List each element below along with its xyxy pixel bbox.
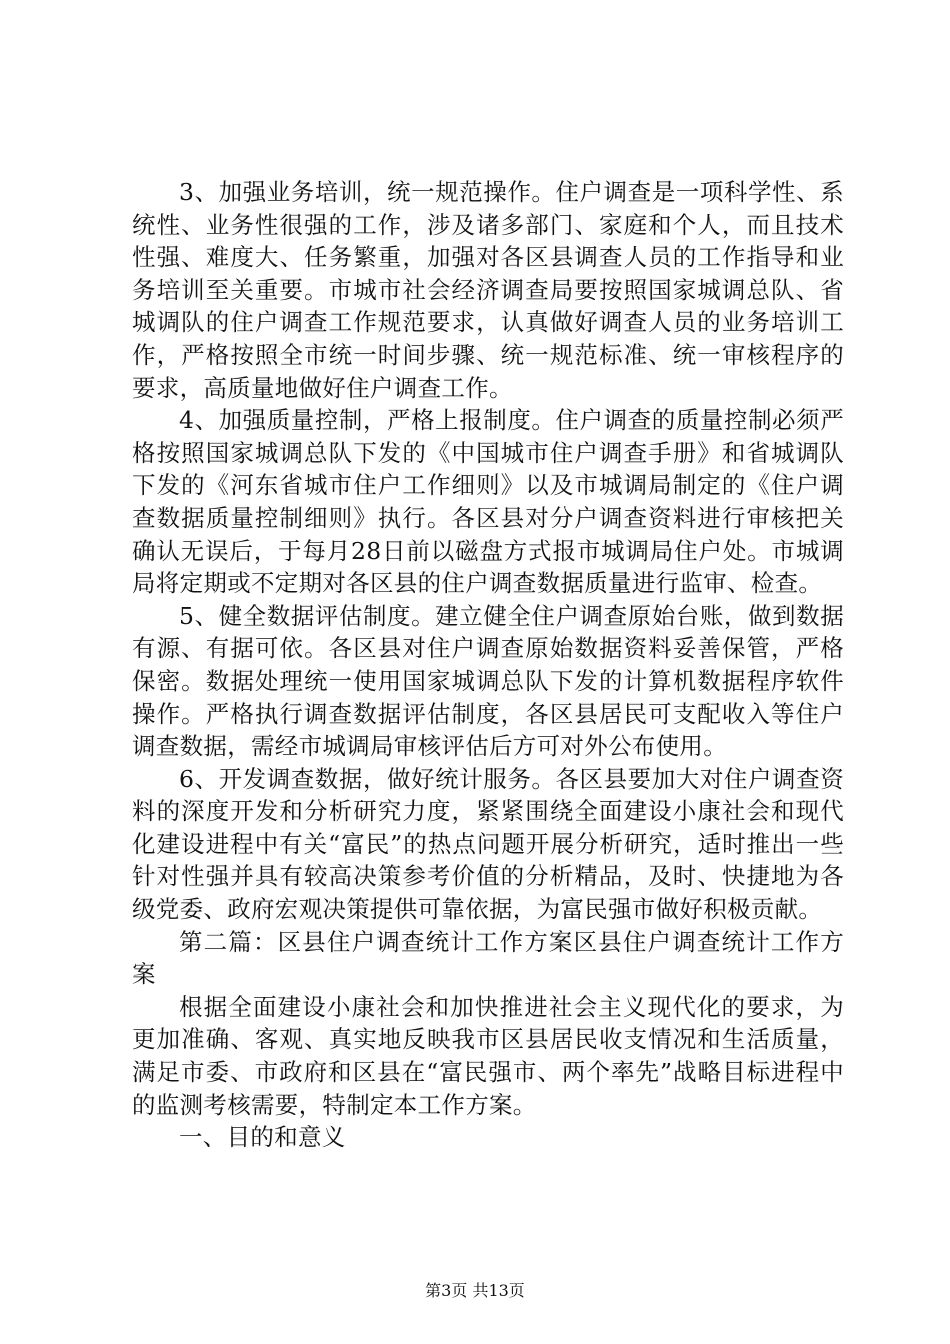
subsection-heading: 一、目的和意义 — [179, 1123, 346, 1152]
section-heading: 第二篇：区县住户调查统计工作方案区县住户调查统计工作方案 — [132, 927, 844, 989]
paragraph-data-evaluation: 5、健全数据评估制度。建立健全住户调查原始台账，做到数据有源、有据可依。各区县对住户调查原始数据资料妥善保管，严格保密。数据处理统一使用国家城调总队下发的计算机数据程序软件操作。严格执行调查数据评估制度，各区县居民可支配收入等住户调查数据，需经市城调局审核评估后方可对外公布使用。 — [132, 601, 844, 761]
document-body — [132, 176, 844, 1154]
page-number: 第3页 共13页 — [425, 1281, 525, 1300]
paragraph-quality-control: 4、加强质量控制，严格上报制度。住户调查的质量控制必须严格按照国家城调总队下发的《中国城市住户调查手册》和省城调队下发的《河东省城市住户工作细则》以及市城调局制定的《住户调查数据质量控制细则》执行。各区县对分户调查资料进行审核把关确认无误后，于每月28日前以磁盘方式报市城调局住户处。市城调局将定期或不定期对各区县的住户调查数据质量进行监审、检查。 — [132, 406, 844, 598]
paragraph-training: 3、加强业务培训，统一规范操作。住户调查是一项科学性、系统性、业务性很强的工作，涉及诸多部门、家庭和个人，而且技术性强、难度大、任务繁重，加强对各区县调查人员的工作指导和业务培训至关重要。市城市社会经济调查局要按照国家城调总队、省城调队的住户调查工作规范要求，认真做好调查人员的业务培训工作，严格按照全市统一时间步骤、统一规范标准、统一审核程序的要求，高质量地做好住户调查工作。 — [132, 178, 844, 402]
page-footer — [0, 1281, 950, 1301]
paragraph-statistics-service: 6、开发调查数据，做好统计服务。各区县要加大对住户调查资料的深度开发和分析研究力度，紧紧围绕全面建设小康社会和现代化建设进程中有关“富民”的热点问题开展分析研究，适时推出一些针对性强并具有较高决策参考价值的分析精品，及时、快捷地为各级党委、政府宏观决策提供可靠依据，为富民强市做好积极贡献。 — [132, 764, 844, 924]
paragraph-intro: 根据全面建设小康社会和加快推进社会主义现代化的要求，为更加准确、客观、真实地反映我市区县居民收支情况和生活质量，满足市委、市政府和区县在“富民强市、两个率先”战略目标进程中的监测考核需要，特制定本工作方案。 — [132, 992, 844, 1119]
